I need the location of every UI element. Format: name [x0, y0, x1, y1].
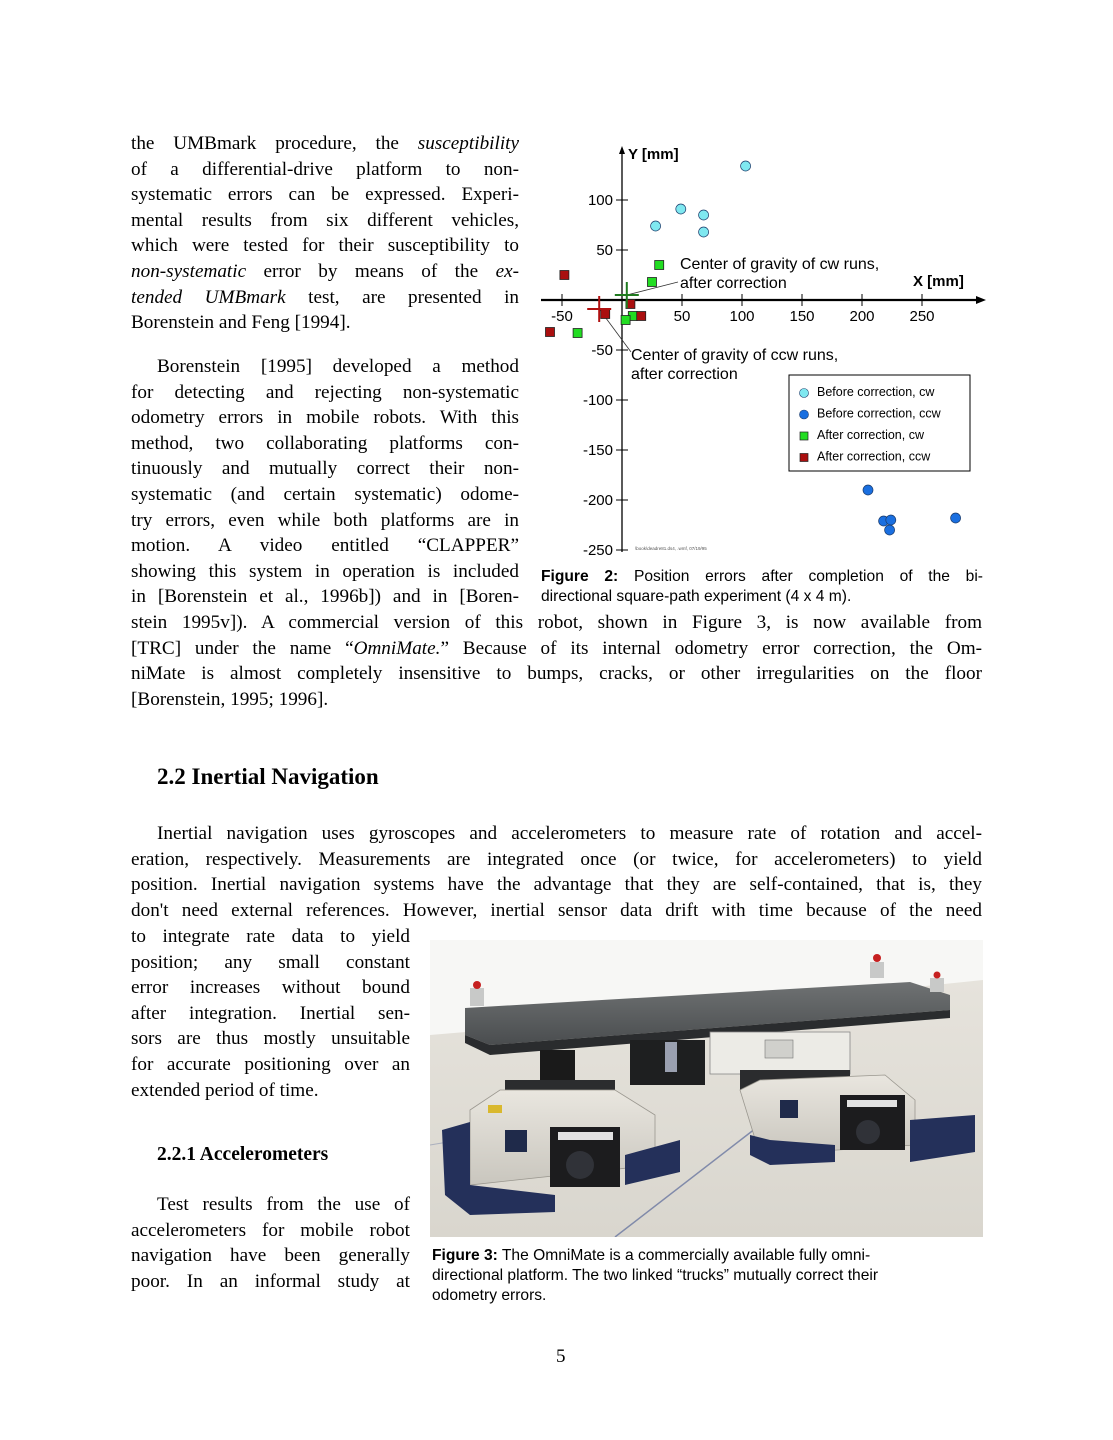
text-span: [TRC] under the name “: [131, 637, 354, 659]
data-point-circle: [741, 161, 751, 171]
paragraph-accelerometers: [131, 1192, 410, 1294]
text-line: systematic errors can be expressed. Experi-: [131, 184, 519, 206]
text-line: Borenstein and Feng [1994].: [131, 312, 351, 334]
text-line: which were tested for their susceptibility to: [131, 235, 519, 257]
text-line: tinuously and mutually correct their non-: [131, 458, 519, 480]
y-tick-label: -250: [582, 542, 613, 559]
paragraph-inertial-navigation-narrow: [131, 924, 410, 1103]
caption-line: odometry errors.: [432, 1287, 547, 1304]
x-tick-label: -50: [551, 308, 573, 325]
legend-marker-icon: [800, 432, 808, 440]
legend-marker-icon: [800, 389, 809, 398]
text-line: navigation have been generally: [131, 1245, 410, 1267]
x-axis-label: X [mm]: [913, 273, 964, 290]
paragraph-clapper-continued: [131, 610, 982, 712]
data-point-circle: [651, 221, 661, 231]
y-tick-label: -200: [582, 492, 613, 509]
annotation-cw: after correction: [680, 275, 787, 292]
legend-label: After correction, cw: [817, 428, 924, 442]
text-line: accelerometers for mobile robot: [131, 1219, 410, 1241]
text-span: ” Because of its internal odometry error correction, the Om-: [440, 637, 983, 659]
text-line: for accurate positioning over an: [131, 1053, 410, 1075]
x-tick-label: 200: [849, 308, 875, 325]
section-heading: 2.2 Inertial Navigation: [157, 764, 379, 789]
text-line: showing this system in operation is included: [131, 560, 519, 582]
y-tick-label: 50: [596, 242, 613, 259]
text-line: position. Inertial navigation systems have the advantage that they are self-contained, that is, they: [131, 874, 982, 896]
text-line: Borenstein [1995] developed a method: [157, 356, 519, 377]
text-line: for detecting and rejecting non-systematic: [131, 381, 519, 403]
x-tick-label: 50: [673, 308, 691, 325]
y-tick-label: -150: [582, 442, 613, 459]
figure-3-caption: [432, 1246, 972, 1306]
x-axis-arrow-icon: [976, 296, 986, 304]
annotation-ccw: after correction: [631, 366, 738, 383]
text-span: the UMBmark procedure, the: [131, 133, 418, 154]
data-point-circle: [699, 210, 709, 220]
caption-label: Figure 3:: [432, 1247, 498, 1264]
y-tick-label: -50: [591, 342, 613, 359]
text-span: error by means of the: [246, 260, 496, 282]
italic-term: ex-: [495, 260, 519, 282]
data-point-square: [621, 316, 630, 325]
text-line: odometry errors in mobile robots. With this: [131, 407, 519, 429]
x-tick-label: 100: [729, 308, 755, 325]
text-line: in [Borenstein et al., 1996b]) and in [Boren-: [131, 586, 519, 608]
italic-term: susceptibility: [417, 133, 519, 154]
caption-line: [432, 1246, 972, 1266]
text-line: after integration. Inertial sen-: [131, 1002, 410, 1024]
y-axis-label: Y [mm]: [628, 146, 679, 163]
text-line: [131, 285, 519, 311]
data-point-circle: [951, 513, 961, 523]
x-tick-label: 150: [789, 308, 815, 325]
text-line: sors are thus mostly unsuitable: [131, 1028, 410, 1050]
annotation-cw: Center of gravity of cw runs,: [680, 256, 880, 273]
annotation-ccw: Center of gravity of ccw runs,: [631, 347, 839, 364]
y-tick-label: -100: [582, 392, 613, 409]
text-line: method, two collaborating platforms con-: [131, 432, 519, 454]
x-tick-label: 250: [909, 308, 935, 325]
legend-marker-icon: [800, 454, 808, 462]
text-span: test, are presented in: [285, 286, 520, 308]
data-point-square: [655, 261, 664, 270]
text-line: mental results from six different vehicles,: [131, 209, 519, 231]
paragraph-inertial-navigation: [131, 821, 982, 923]
figure-2-scatter-chart: [530, 135, 990, 560]
text-line: systematic (and certain systematic) odome-: [131, 483, 519, 505]
text-line: extended period of time.: [131, 1079, 319, 1101]
text-line: position; any small constant: [131, 951, 410, 973]
data-point-circle: [885, 525, 895, 535]
caption-text: The OmniMate is a commercially available fully omni-: [497, 1247, 871, 1264]
data-point-square: [601, 310, 610, 319]
caption-line: [541, 567, 983, 587]
paragraph-umbmark: [131, 131, 519, 336]
caption-text: Position errors after completion of the bi-: [618, 568, 983, 585]
text-line: [Borenstein, 1995; 1996].: [131, 688, 329, 710]
file-stamp: \book\deadre81.ds4, .wmf, 07/19/95: [635, 546, 707, 551]
text-line: error increases without bound: [131, 977, 410, 999]
italic-term: non-systematic: [131, 260, 247, 282]
italic-term: tended UMBmark: [131, 286, 286, 308]
text-line: try errors, even while both platforms are in: [131, 509, 519, 531]
legend-marker-icon: [800, 410, 809, 419]
data-point-square: [637, 312, 646, 321]
caption-line: directional square-path experiment (4 x 4 m).: [541, 588, 852, 605]
text-line: poor. In an informal study at: [131, 1270, 410, 1292]
caption-label: Figure 2:: [541, 568, 619, 585]
text-line: don't need external references. However, inertial sensor data drift with time because of the need: [131, 899, 982, 921]
data-point-square: [546, 328, 555, 337]
data-point-circle: [863, 485, 873, 495]
italic-term: OmniMate.: [353, 637, 441, 659]
text-line: to integrate rate data to yield: [131, 926, 410, 947]
text-line: niMate is almost completely insensitive to bumps, cracks, or other irregularities on the floor: [131, 663, 982, 685]
text-line: stein 1995v]). A commercial version of this robot, shown in Figure 3, is now available from: [131, 612, 982, 633]
text-line: Inertial navigation uses gyroscopes and accelerometers to measure rate of rotation and accel-: [157, 823, 982, 844]
text-line: [131, 131, 519, 157]
data-point-square: [648, 278, 657, 287]
legend-label: Before correction, ccw: [817, 406, 941, 421]
data-point-square: [560, 271, 569, 280]
caption-line: directional platform. The two linked “trucks” mutually correct their: [432, 1267, 879, 1284]
text-line: [131, 259, 519, 285]
text-line: of a differential-drive platform to non-: [131, 158, 519, 180]
legend-label: After correction, ccw: [817, 449, 931, 464]
data-point-circle: [676, 204, 686, 214]
figure-3-omnimate-photo: [430, 940, 983, 1237]
data-point-circle: [886, 515, 896, 525]
data-point-square: [573, 329, 582, 338]
legend-label: Before correction, cw: [817, 385, 935, 399]
y-tick-label: 100: [587, 192, 613, 209]
text-line: [131, 636, 982, 662]
data-point-circle: [699, 227, 709, 237]
text-line: Test results from the use of: [157, 1194, 410, 1215]
y-axis-arrow-icon: [619, 146, 625, 154]
page-number: 5: [556, 1346, 566, 1367]
paragraph-clapper: [131, 354, 519, 610]
text-line: motion. A video entitled “CLAPPER”: [131, 535, 519, 557]
subsection-heading: 2.2.1 Accelerometers: [157, 1144, 329, 1165]
figure-2-caption: [541, 567, 983, 607]
text-line: eration, respectively. Measurements are integrated once (or twice, for accelerometers) to yield: [131, 848, 982, 870]
